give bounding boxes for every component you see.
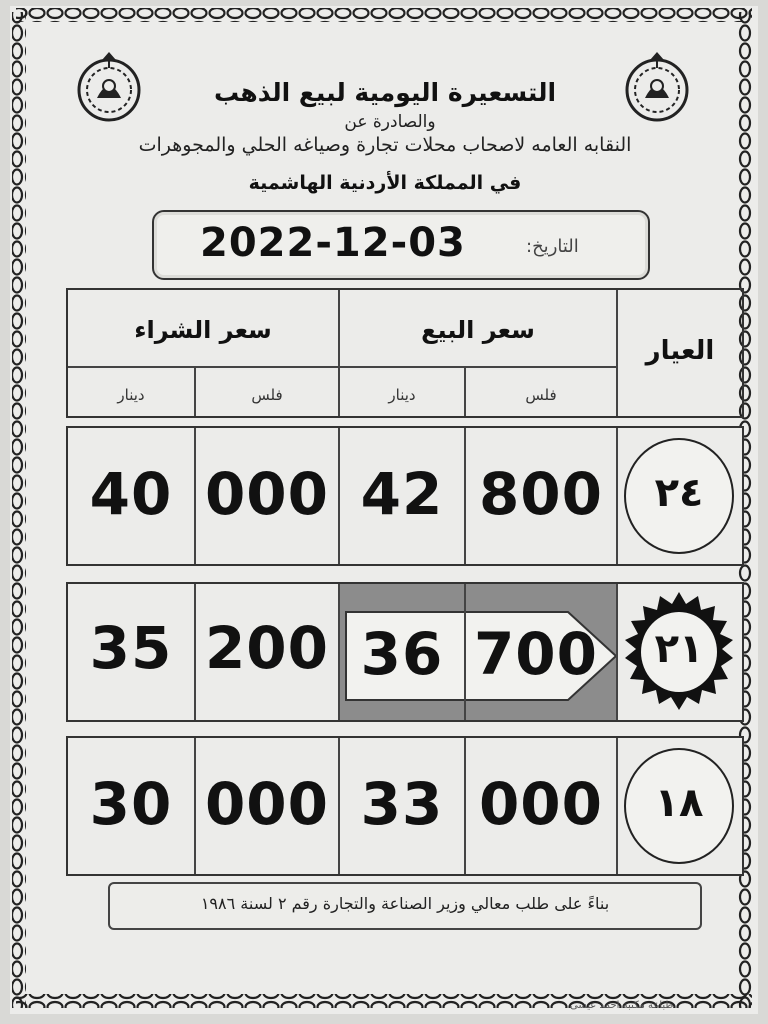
table-row [66, 736, 744, 876]
sell-fils-value: 000 [478, 770, 604, 838]
sell-dinar-value: 42 [360, 460, 444, 528]
table-row [66, 426, 744, 566]
buy-fils-value: 200 [204, 614, 330, 682]
printer-credit: طباعة مكتبة احمد عيسى [570, 1000, 674, 1011]
buy-fils-label: فلس [251, 386, 283, 404]
karat-value: ١٨ [654, 780, 704, 826]
buy-fils-value: 000 [204, 770, 330, 838]
country-label: في المملكة الأردنية الهاشمية [248, 172, 522, 194]
buy-dinar-value: 35 [89, 614, 173, 682]
price-table-header [66, 288, 744, 418]
sell-dinar-value: 33 [360, 770, 444, 838]
karat-badge [624, 438, 734, 554]
buy-fils-value: 000 [204, 460, 330, 528]
buying-price-header: سعر الشراء [134, 316, 272, 344]
sell-fils-label: فلس [525, 386, 557, 404]
jewelers-syndicate-emblem-icon [72, 50, 146, 124]
issuing-authority: النقابه العامه لاصحاب محلات تجارة وصياغه الحلي والمجوهرات [138, 134, 632, 156]
regulation-text: بناءً على طلب معالي وزير الصناعة والتجارة رقم ٢ لسنة ١٩٨٦ [200, 894, 610, 913]
regulation-footer [108, 882, 702, 930]
sell-fils-value: 800 [478, 460, 604, 528]
buy-dinar-value: 30 [89, 770, 173, 838]
date-box [152, 210, 650, 280]
sell-dinar-label: دينار [388, 386, 416, 404]
jewelers-syndicate-emblem-icon [620, 50, 694, 124]
buy-dinar-value: 40 [89, 460, 173, 528]
karat-value: ٢٤ [654, 470, 704, 516]
sell-fils-value: 700 [473, 620, 599, 688]
buy-dinar-label: دينار [117, 386, 145, 404]
price-sheet [10, 6, 758, 1014]
sell-dinar-value: 36 [360, 620, 444, 688]
selling-price-header: سعر البيع [421, 316, 535, 344]
sheet-content [40, 30, 730, 990]
date-value: 2022-12-03 [200, 220, 466, 266]
table-row [66, 582, 744, 722]
issued-by-label: والصادرة عن [344, 112, 436, 132]
date-label: التاريخ: [526, 236, 579, 257]
page-title: التسعيرة اليومية لبيع الذهب [213, 78, 557, 107]
karat-value: ٢١ [654, 626, 704, 672]
karat-header: العيار [645, 336, 715, 366]
karat-badge [624, 748, 734, 864]
